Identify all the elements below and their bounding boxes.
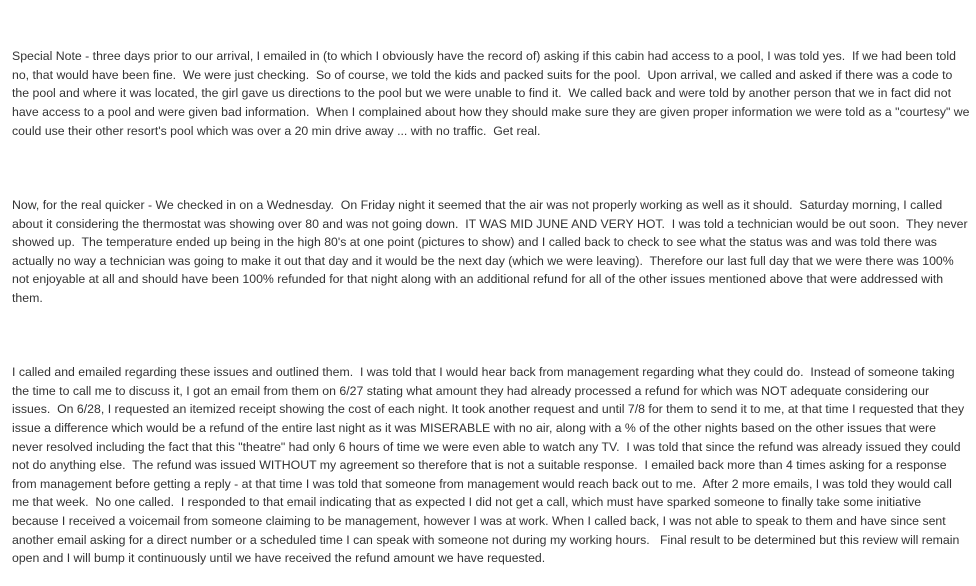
review-paragraph-air-conditioning: Now, for the real quicker - We checked in on a Wednesday. On Friday night it seemed that the air was not properly working as well as it should. Saturday morning, I called about it considering the thermostat was showing over 80 and was not going down. IT WAS MID JUNE AND VERY HOT. I was told a technician would be out soon. They never showed up. The temperature ended up being in the high 80's at one point (pictures to show) and I called back to check to see what the status was and was told there was actually no way a technician was going to make it out that day and it would be the next day (which we were leaving). Therefore our last full day that we were there was 100% not enjoyable at all and should have been 100% refunded for that night along with an additional refund for all of the other issues mentioned above that were addressed with them.: [12, 197, 971, 305]
review-paragraph-refund: I called and emailed regarding these issues and outlined them. I was told that I would hear back from management regarding what they could do. Instead of someone taking the time to call me to discuss it, I got an email from them on 6/27 stating what amount they had already processed a refund for which was NOT adequate considering our issues. On 6/28, I requested an itemized receipt showing the cost of each night. It took another request and until 7/8 for them to send it to me, at that time I requested that they issue a difference which would be a refund of the entire last night as it was MISERABLE with no air, along with a % of the other nights based on the other issues that were never resolved including the fact that this "theatre" had only 6 hours of time we were even able to watch any TV. I was told that since the refund was already issued they could not do anything else. The refund was issued WITHOUT my agreement so therefore that is not a suitable response. I emailed back more than 4 times asking for a response from management before getting a reply - at that time I was told that someone from management would reach back out to me. After 2 more emails, I was told they would call me that week. No one called. I responded to that email indicating that as expected I did not get a call, which must have sparked someone to finally take some initiative because I received a voicemail from someone claiming to be management, however I was at work. When I called back, I was not able to speak to them and have since sent another email asking for a direct number or a scheduled time I can speak with someone not during my working hours. Final result to be determined but this review will remain open and I will bump it continuously until we have received the refund amount we have requested.: [12, 365, 968, 566]
review-paragraph-special-note: Special Note - three days prior to our arrival, I emailed in (to which I obviously have the record of) asking if this cabin had access to a pool, I was told yes. If we had been told no, that would have been fine. We were just checking. So of course, we told the kids and packed suits for the pool. Upon arrival, we called and asked if there was a code to the pool and where it was located, the girl gave us directions to the pool but we were unable to find it. We called back and were told by another person that we in fact did not have access to a pool and were given bad information. When I complained about how they should make sure they are given proper information we were told as a "courtesy" we could use their other resort's pool which was over a 20 min drive away ... with no traffic. Get real.: [12, 49, 973, 138]
